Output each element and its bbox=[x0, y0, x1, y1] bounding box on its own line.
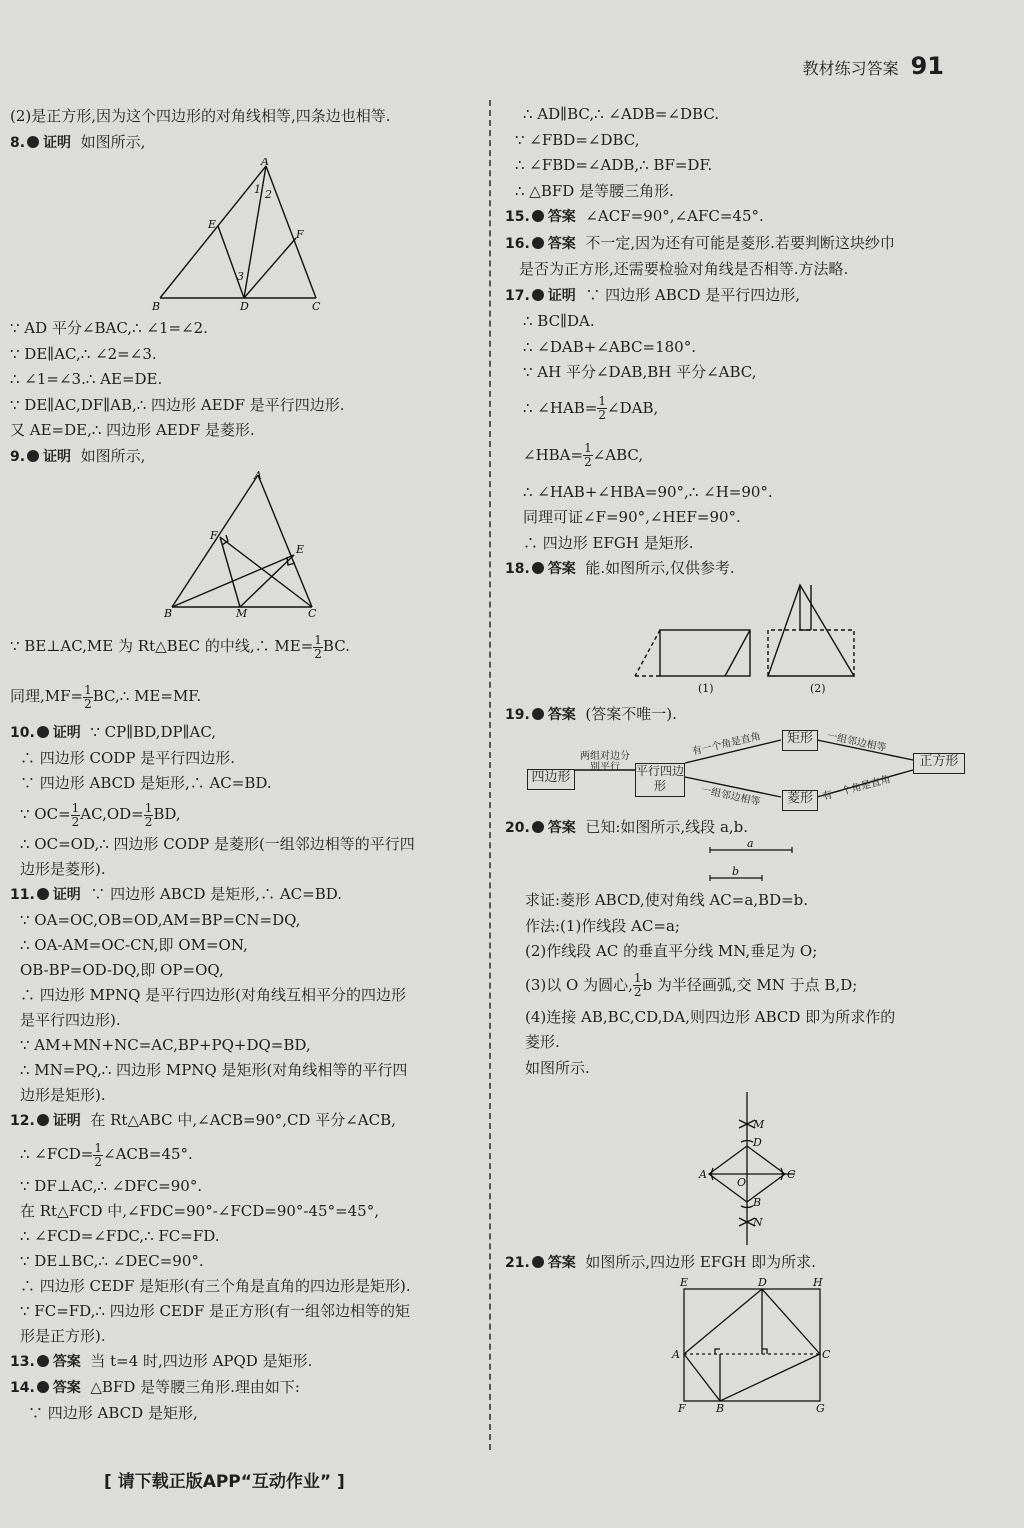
text-line: 菱形. bbox=[525, 1033, 560, 1051]
bullet-icon bbox=[27, 450, 39, 462]
label-N: N bbox=[753, 1216, 763, 1229]
text-line: ∴ OA-AM=OC-CN,即 OM=ON, bbox=[20, 936, 248, 954]
flow-label-adjacent-equal-2: 一组邻边相等 bbox=[826, 730, 888, 755]
bullet-icon bbox=[532, 210, 544, 222]
fraction: $\frac{1}{2}$ bbox=[71, 800, 80, 829]
text-line: OB-BP=OD-DQ,即 OP=OQ, bbox=[20, 961, 224, 979]
flow-label-two-pairs-parallel: 两组对边分别平行 bbox=[580, 751, 630, 773]
text-line: ∴ OC=OD,∴ 四边形 CODP 是菱形(一组邻边相等的平行四 bbox=[20, 835, 415, 853]
label-H: H bbox=[813, 1276, 823, 1289]
figure-problem-8 bbox=[150, 158, 330, 317]
text-line: 边形是矩形). bbox=[20, 1086, 106, 1104]
bullet-icon bbox=[37, 1114, 49, 1126]
label-angle-2: 2 bbox=[265, 188, 272, 201]
text-line: ∵ DE⊥BC,∴ ∠DEC=90°. bbox=[20, 1252, 204, 1270]
text-line: ∴ ∠DAB+∠ABC=180°. bbox=[523, 337, 696, 356]
bullet-icon bbox=[37, 726, 49, 738]
label-E: E bbox=[296, 543, 305, 556]
label-D: D bbox=[753, 1136, 762, 1149]
text-line: ∴ ∠FBD=∠ADB,∴ BF=DF. bbox=[515, 156, 713, 174]
answer-item-14: 14. 答案 △BFD 是等腰三角形.理由如下: bbox=[10, 1378, 300, 1396]
fraction: $\frac{1}{2}$ bbox=[84, 682, 92, 711]
figure-problem-9 bbox=[160, 467, 325, 626]
text-line: ∵ DE∥AC,DF∥AB,∴ 四边形 AEDF 是平行四边形. bbox=[10, 395, 345, 414]
answer-item-21: 21. 答案 如图所示,四边形 EFGH 即为所求. bbox=[505, 1253, 816, 1271]
text-line: 在 Rt△FCD 中,∠FDC=90°-∠FCD=90°-45°=45°, bbox=[20, 1202, 379, 1220]
text-line: 同理可证∠F=90°,∠HEF=90°. bbox=[523, 508, 741, 526]
label-D: D bbox=[240, 300, 249, 313]
answer-item-20: 20. 答案 已知:如图所示,线段 a,b. bbox=[505, 818, 749, 836]
label-B: B bbox=[152, 300, 161, 313]
fraction: $\frac{1}{2}$ bbox=[633, 971, 642, 999]
text-line: 是平行四边形). bbox=[20, 1011, 121, 1029]
left-column-rest bbox=[10, 628, 480, 1426]
text-line: ∵ ∠FBD=∠DBC, bbox=[515, 130, 640, 149]
text-line: (4)连接 AB,BC,CD,DA,则四边形 ABCD 即为所求作的 bbox=[525, 1007, 896, 1026]
text-line: ∴ ∠HAB+∠HBA=90°,∴ ∠H=90°. bbox=[523, 482, 773, 501]
text-line: ∵ FC=FD,∴ 四边形 CEDF 是正方形(有一组邻边相等的矩 bbox=[20, 1302, 410, 1320]
fraction: $\frac{1}{2}$ bbox=[598, 394, 607, 422]
left-column-p8 bbox=[10, 316, 480, 470]
answer-item-12: 12. 证明 在 Rt△ABC 中,∠ACB=90°,CD 平分∠ACB, bbox=[10, 1111, 396, 1129]
label-D: D bbox=[758, 1276, 767, 1289]
text-line: ∴ 四边形 CODP 是平行四边形. bbox=[20, 749, 235, 767]
text-line: ∵ OA=OC,OB=OD,AM=BP=CN=DQ, bbox=[20, 911, 301, 929]
quadrilateral-flowchart bbox=[525, 725, 975, 810]
text-line: ∴ 四边形 CEDF 是矩形(有三个角是直角的四边形是矩形). bbox=[20, 1277, 411, 1295]
label-A: A bbox=[261, 158, 269, 168]
bullet-icon bbox=[37, 888, 49, 900]
fraction: $\frac{1}{2}$ bbox=[144, 800, 153, 829]
label-G: G bbox=[816, 1402, 825, 1415]
right-column-20-body bbox=[525, 888, 975, 1081]
bullet-icon bbox=[27, 136, 39, 148]
text-line: 边形是菱形). bbox=[20, 860, 106, 878]
text-line: ∴ ∠1=∠3.∴ AE=DE. bbox=[10, 370, 163, 388]
text-line: ∵ 四边形 ABCD 是矩形,∴ AC=BD. bbox=[20, 774, 272, 792]
text-line: 求证:菱形 ABCD,使对角线 AC=a,BD=b. bbox=[525, 891, 809, 909]
text-line: ∴ ∠FCD=∠FDC,∴ FC=FD. bbox=[20, 1227, 220, 1245]
text-line: ∵ OC= $\frac{1}{2}$ AC,OD= $\frac{1}{2}$ BD, bbox=[20, 800, 181, 829]
text-line: ∵ DE∥AC,∴ ∠2=∠3. bbox=[10, 344, 157, 363]
text-line: ∴ MN=PQ,∴ 四边形 MPNQ 是矩形(对角线相等的平行四 bbox=[20, 1061, 408, 1079]
text-line: 作法:(1)作线段 AC=a; bbox=[525, 916, 680, 935]
answer-item-11: 11. 证明 ∵ 四边形 ABCD 是矩形,∴ AC=BD. bbox=[10, 885, 342, 903]
text-line: ∴ 四边形 EFGH 是矩形. bbox=[523, 533, 694, 552]
bullet-icon bbox=[37, 1355, 49, 1367]
text-line: 同理,MF= $\frac{1}{2}$ BC,∴ ME=MF. bbox=[10, 682, 202, 711]
answer-item-10: 10. 证明 ∵ CP∥BD,DP∥AC, bbox=[10, 723, 217, 741]
text-line: ∴ ∠HAB= $\frac{1}{2}$ ∠DAB, bbox=[523, 394, 659, 422]
text-line: ∴ BC∥DA. bbox=[523, 312, 595, 330]
text-line: 又 AE=DE,∴ 四边形 AEDF 是菱形. bbox=[10, 421, 255, 439]
bullet-icon bbox=[532, 708, 544, 720]
label-B: B bbox=[753, 1196, 762, 1209]
text-line: ∵ 四边形 ABCD 是矩形, bbox=[28, 1404, 198, 1422]
text-line: 形是正方形). bbox=[20, 1327, 106, 1345]
text-line: ∵ DF⊥AC,∴ ∠DFC=90°. bbox=[20, 1177, 203, 1195]
page-number: 91 bbox=[910, 52, 944, 80]
flow-box-rectangle: 矩形 bbox=[782, 730, 818, 751]
answer-item-17: 17. 证明 ∵ 四边形 ABCD 是平行四边形, bbox=[505, 285, 801, 304]
section-title: 教材练习答案 bbox=[802, 59, 899, 78]
column-divider bbox=[489, 100, 491, 1450]
label-angle-1: 1 bbox=[254, 183, 261, 196]
fraction: $\frac{1}{2}$ bbox=[584, 441, 592, 469]
caption-1: (1) bbox=[698, 682, 714, 695]
right-column-21 bbox=[505, 1250, 975, 1277]
answer-item-8: 8. 证明 如图所示, bbox=[10, 132, 146, 151]
label-a: a bbox=[747, 838, 754, 850]
label-angle-3: 3 bbox=[237, 270, 244, 283]
bullet-icon bbox=[532, 1256, 544, 1268]
label-E: E bbox=[208, 218, 217, 231]
figure-problem-21 bbox=[670, 1275, 845, 1419]
figure-segments-ab bbox=[700, 838, 800, 892]
answer-item-15: 15. 答案 ∠ACF=90°,∠AFC=45°. bbox=[505, 207, 764, 225]
left-column-top bbox=[10, 104, 480, 156]
flow-box-square: 正方形 bbox=[913, 753, 965, 774]
text-line: ∴ AD∥BC,∴ ∠ADB=∠DBC. bbox=[523, 105, 720, 123]
flow-label-right-angle-2: 有一个角是直角 bbox=[821, 774, 892, 803]
text-line: (2)是正方形,因为这个四边形的对角线相等,四条边也相等. bbox=[10, 107, 391, 125]
text-line: ∴ △BFD 是等腰三角形. bbox=[515, 181, 674, 200]
label-C: C bbox=[822, 1348, 831, 1361]
bullet-icon bbox=[532, 289, 544, 301]
text-line: ∵ BE⊥AC,ME 为 Rt△BEC 的中线,∴ ME= $\frac{1}{2}$ BC. bbox=[10, 632, 350, 661]
bullet-icon bbox=[37, 1381, 49, 1393]
answer-item-16: 16. 答案 不一定,因为还有可能是菱形.若要判断这块纱巾 bbox=[505, 233, 895, 252]
label-b: b bbox=[732, 865, 740, 878]
figure-problem-18 bbox=[630, 580, 860, 702]
text-line: 是否为正方形,还需要检验对角线是否相等.方法略. bbox=[519, 260, 849, 278]
flow-label-adjacent-equal: 一组邻边相等 bbox=[700, 784, 762, 809]
answer-item-9: 9. 证明 如图所示, bbox=[10, 446, 146, 465]
label-E: E bbox=[680, 1276, 689, 1289]
text-line: ∠HBA= $\frac{1}{2}$ ∠ABC, bbox=[523, 441, 644, 469]
figure-problem-20 bbox=[695, 1090, 815, 1254]
bullet-icon bbox=[532, 562, 544, 574]
bullet-icon bbox=[532, 821, 544, 833]
text-line: ∴ ∠FCD= $\frac{1}{2}$ ∠ACB=45°. bbox=[20, 1140, 193, 1169]
fraction: $\frac{1}{2}$ bbox=[314, 632, 322, 661]
flow-box-quadrilateral: 四边形 bbox=[527, 769, 575, 790]
label-M: M bbox=[236, 607, 248, 620]
text-line: 如图所示. bbox=[525, 1058, 590, 1077]
label-A: A bbox=[699, 1168, 707, 1181]
caption-2: (2) bbox=[810, 682, 826, 695]
label-O: O bbox=[737, 1176, 747, 1189]
label-B: B bbox=[716, 1402, 725, 1415]
text-line: (3)以 O 为圆心, $\frac{1}{2}$ b 为半径画弧,交 MN 于点 B,D; bbox=[525, 971, 858, 999]
bullet-icon bbox=[532, 237, 544, 249]
label-C: C bbox=[787, 1168, 796, 1181]
label-A: A bbox=[254, 469, 262, 482]
label-C: C bbox=[312, 300, 321, 313]
footer-app-notice: [ 请下载正版APP“互动作业” ] bbox=[104, 1472, 345, 1492]
page-header bbox=[803, 52, 944, 80]
answer-item-13: 13. 答案 当 t=4 时,四边形 APQD 是矩形. bbox=[10, 1352, 313, 1370]
text-line: ∵ AH 平分∠DAB,BH 平分∠ABC, bbox=[523, 363, 757, 381]
text-line: ∴ 四边形 MPNQ 是平行四边形(对角线互相平分的四边形 bbox=[20, 986, 407, 1004]
label-A: A bbox=[672, 1348, 680, 1361]
answer-item-18: 18. 答案 能.如图所示,仅供参考. bbox=[505, 559, 735, 577]
label-C: C bbox=[308, 607, 317, 620]
label-F: F bbox=[678, 1402, 686, 1415]
flow-box-parallelogram: 平行四边形 bbox=[635, 763, 685, 797]
label-M: M bbox=[753, 1118, 765, 1131]
text-line: (2)作线段 AC 的垂直平分线 MN,垂足为 O; bbox=[525, 942, 818, 960]
text-line: ∵ AM+MN+NC=AC,BP+PQ+DQ=BD, bbox=[20, 1036, 311, 1054]
label-F: F bbox=[210, 529, 218, 542]
text-line: ∵ AD 平分∠BAC,∴ ∠1=∠2. bbox=[10, 319, 208, 337]
label-F: F bbox=[296, 228, 304, 241]
right-column-top bbox=[505, 102, 975, 583]
answer-item-19: 19. 答案 (答案不唯一). bbox=[505, 705, 677, 723]
flow-label-right-angle: 有一个角是直角 bbox=[691, 731, 762, 758]
flow-box-rhombus: 菱形 bbox=[782, 790, 818, 811]
fraction: $\frac{1}{2}$ bbox=[94, 1140, 102, 1169]
label-B: B bbox=[164, 607, 173, 620]
